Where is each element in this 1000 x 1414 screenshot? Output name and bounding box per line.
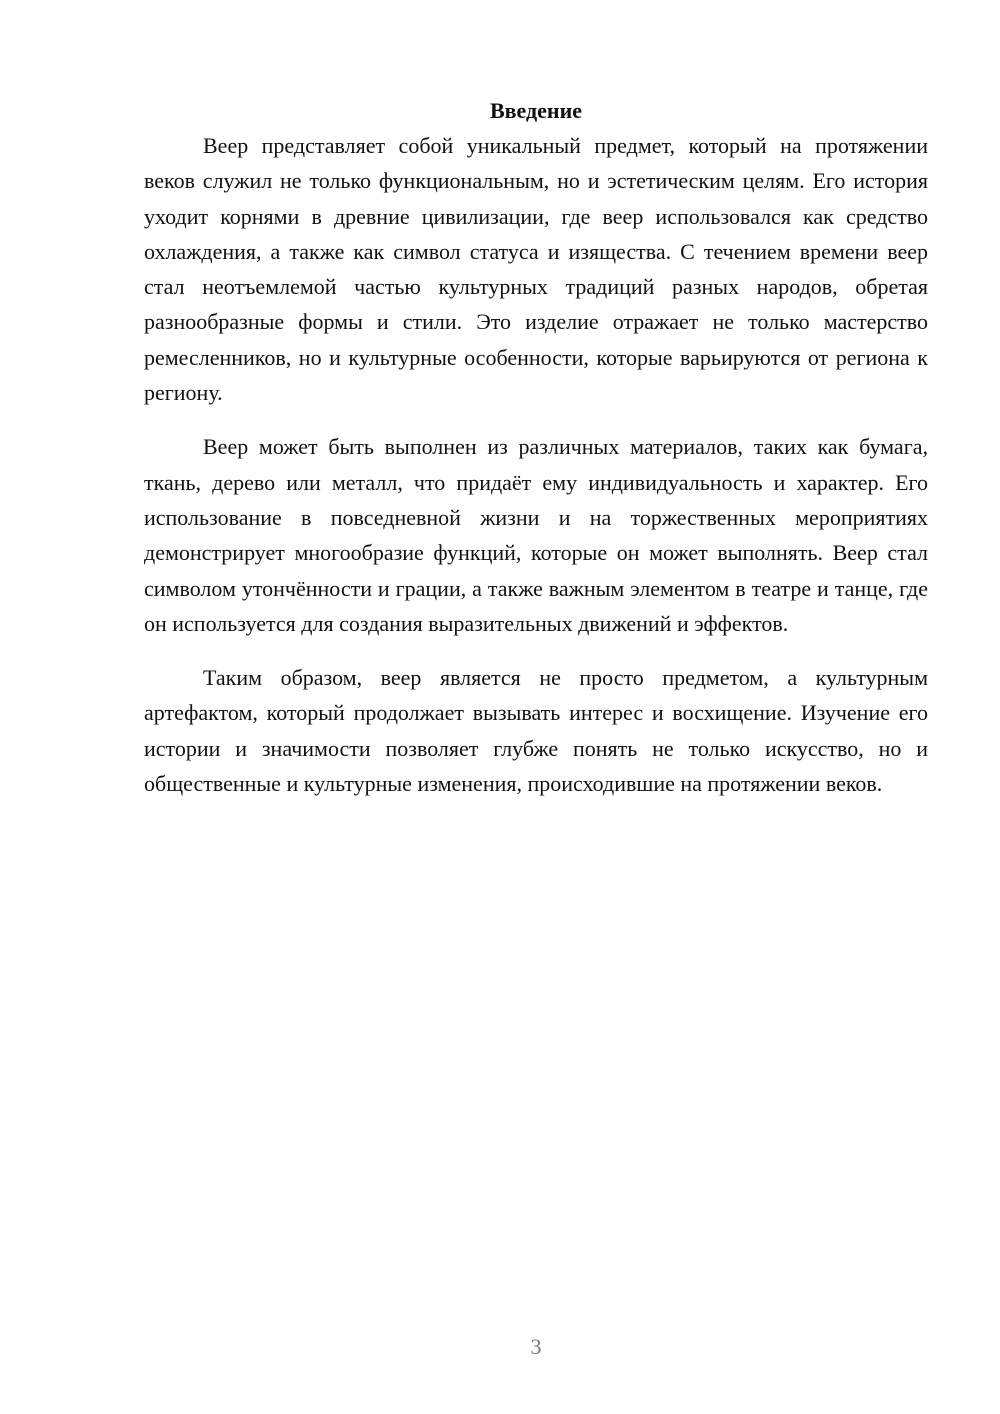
paragraph-1: Веер представляет собой уникальный предмет, который на протяжении веков служил не только функциональным, но и эстетическим целям. Его история уходит корнями в древние цивилизации, где веер использовался как средство охлаждения, а также как символ статуса и изящества. С течением времени веер стал неотъемлемой частью культурных традиций разных народов, обретая разнообразные формы и стили. Это изделие отражает не только мастерство ремесленников, но и культурные особенности, которые варьируются от региона к региону.: [144, 133, 928, 406]
paragraph-2: Веер может быть выполнен из различных материалов, таких как бумага, ткань, дерево или металл, что придаёт ему индивидуальность и характер. Его использование в повседневной жизни и на торжественных мероприятиях демонстрирует многообразие функций, которые он может выполнять. Веер стал символом утончённости и грации, а также важным элементом в театре и танце, где он используется для создания выразительных движений и эффектов.: [144, 434, 928, 636]
section-title: Введение: [489, 98, 583, 123]
document-body: [144, 96, 928, 820]
paragraph-3: Таким образом, веер является не просто предметом, а культурным артефактом, который продолжает вызывать интерес и восхищение. Изучение его истории и значимости позволяет глубже понять не только искусство, но и общественные и культурные изменения, происходившие на протяжении веков.: [144, 665, 928, 797]
page-number: 3: [530, 1334, 542, 1359]
